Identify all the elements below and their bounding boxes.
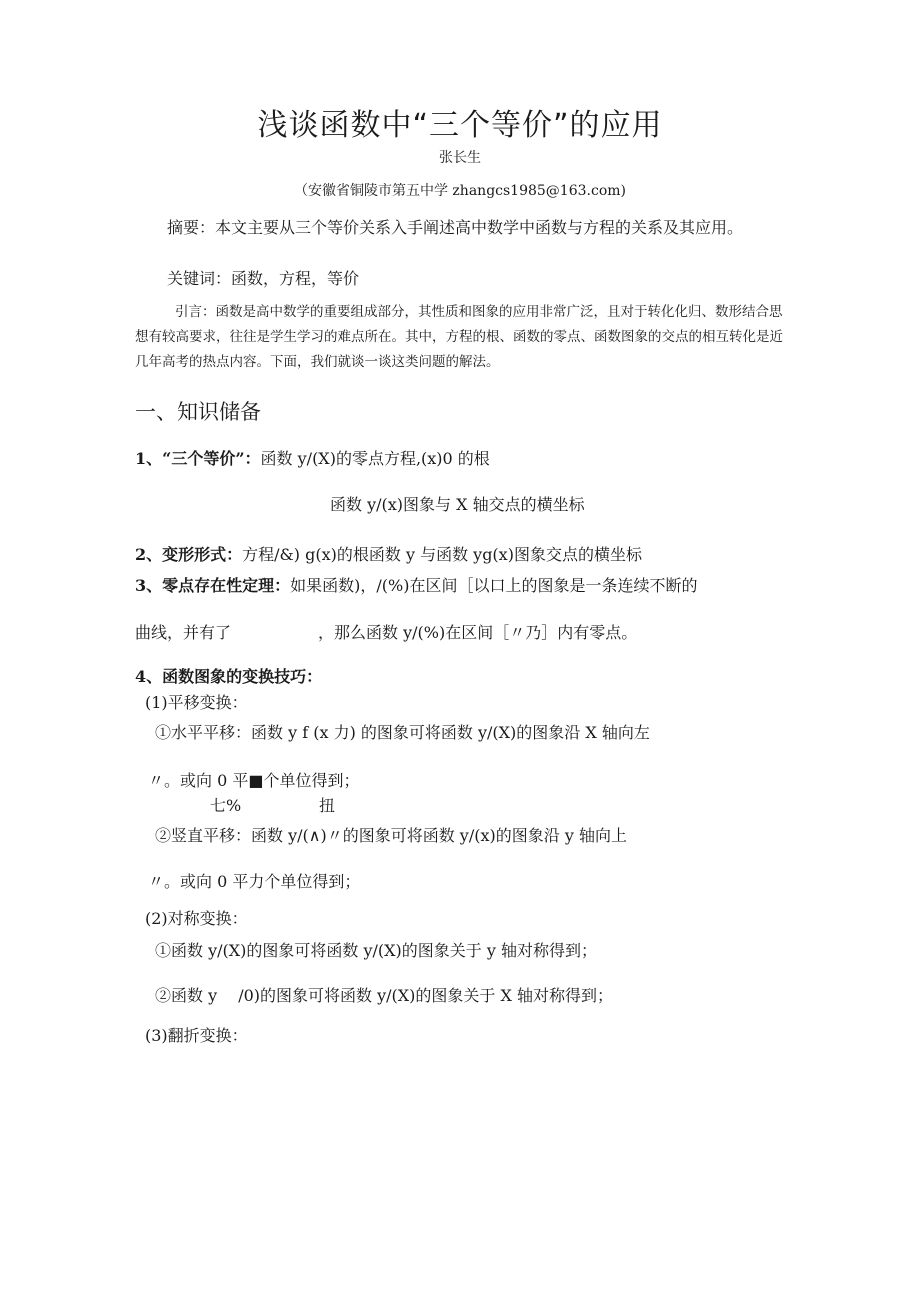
item-3-text: 如果函数)，/(%)在区间［以口上的图象是一条连续不断的 xyxy=(290,576,698,595)
keywords: 关键词：函数，方程，等价 xyxy=(167,269,360,288)
abstract: 摘要：本文主要从三个等价关系入手阐述高中数学中函数与方程的关系及其应用。 xyxy=(167,218,744,237)
vertical-translation-cont: 〃。或向 0 平力个单位得到； xyxy=(148,872,361,891)
horizontal-translation-cont: 〃。或向 0 平■个单位得到； xyxy=(148,771,360,790)
fragment-1: 七% xyxy=(210,796,242,815)
symmetry-y-axis: ①函数 y/(X)的图象可将函数 y/(X)的图象关于 y 轴对称得到； xyxy=(155,941,597,960)
item-3-line2b: ，那么函数 y/(%)在区间［〃乃］内有零点。 xyxy=(318,623,638,642)
introduction: 引言：函数是高中数学的重要组成部分，其性质和图象的应用非常广泛，且对于转化化归、数形结合思想有较高要求，往往是学生学习的难点所在。其中，方程的根、函数的零点、函数图象的交点的相互转化是近几年高考的热点内容。下面，我们就谈一谈这类问题的解法。 xyxy=(135,304,783,370)
fragment-2: 扭 xyxy=(319,796,336,815)
item-2-text: 方程/&) g(x)的根函数 y 与函数 yg(x)图象交点的横坐标 xyxy=(242,545,642,564)
item-1-text: 函数 y/(X)的零点方程,(x)0 的根 xyxy=(260,449,490,468)
vertical-translation: ②竖直平移：函数 y/(∧)〃的图象可将函数 y/(x)的图象沿 y 轴向上 xyxy=(155,826,627,845)
subsection-fold: (3)翻折变换： xyxy=(145,1026,248,1045)
item-2 xyxy=(135,542,642,565)
item-1 xyxy=(135,446,490,469)
author: 张长生 xyxy=(439,150,481,166)
item-3-label: 3、零点存在性定理： xyxy=(135,576,291,595)
section-heading: 一、知识储备 xyxy=(135,400,261,424)
document-title: 浅谈函数中“三个等价”的应用 xyxy=(257,108,663,143)
horizontal-translation: ①水平平移：函数 y f (x 力) 的图象可将函数 y/(X)的图象沿 X 轴向左 xyxy=(155,723,650,742)
item-1-line2: 函数 y/(x)图象与 X 轴交点的横坐标 xyxy=(330,495,585,514)
affiliation: （安徽省铜陵市第五中学 zhangcs1985@163.com) xyxy=(293,183,626,199)
item-2-label: 2、变形形式： xyxy=(135,545,243,564)
item-3-line2a: 曲线，并有了 xyxy=(135,623,232,642)
item-4-label: 4、函数图象的变换技巧： xyxy=(135,667,323,686)
item-1-label: 1、“三个等价”： xyxy=(135,449,261,468)
subsection-translation: (1)平移变换： xyxy=(145,693,248,712)
symmetry-x-axis: ②函数 y /0)的图象可将函数 y/(X)的图象关于 X 轴对称得到； xyxy=(155,986,613,1005)
item-3 xyxy=(135,573,697,596)
subsection-symmetry: (2)对称变换： xyxy=(145,909,248,928)
